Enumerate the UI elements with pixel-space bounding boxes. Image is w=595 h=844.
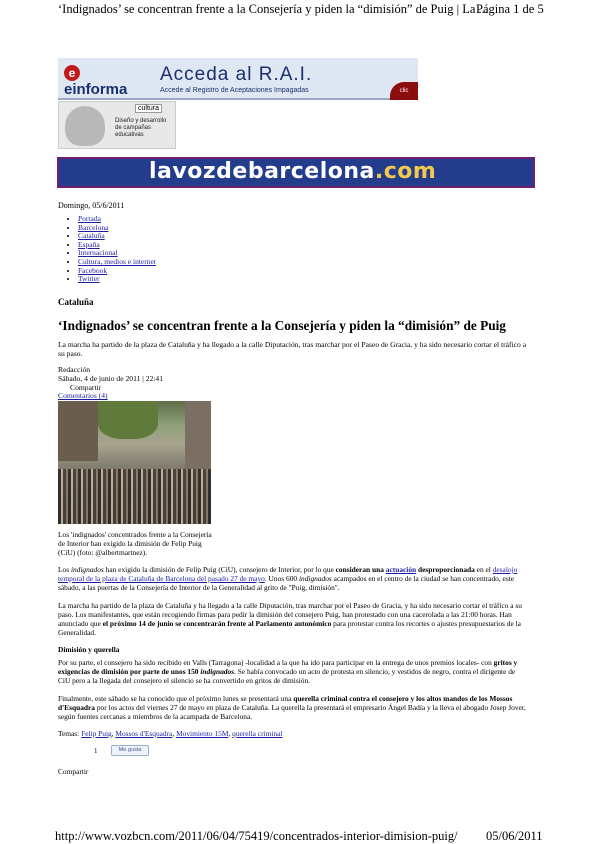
print-footer-date: 05/06/2011 (486, 829, 543, 843)
einforma-ad-banner[interactable] (58, 58, 418, 100)
cultura-logo: cultura (135, 104, 162, 113)
main-nav (70, 215, 156, 284)
tag-link[interactable]: Felip Puig (81, 729, 112, 738)
section-label: Cataluña (58, 297, 94, 307)
skull-illustration (65, 106, 105, 146)
nav-link[interactable]: Cultura, medios e internet (78, 256, 156, 266)
tags-label: Temas: (58, 729, 82, 738)
tag-link[interactable]: querella criminal (232, 729, 283, 738)
tag-link[interactable]: Mossos d'Esquadra (115, 729, 173, 738)
nav-link[interactable]: España (78, 239, 100, 249)
paragraph-3: Por su parte, el consejero ha sido recibido en Valls (Tarragona) -localidad a la que ha ido para participar en la entrega de unos premios locales- con gritos y exigencias de dimisión por parte de unos 150 indignados. Se había convocado un acto de protesta en silencio, y vestidos de negro, contra el dirigente de CiU pero a la llegada del consejero el silencio se ha convertido en gritos de dimisión. (58, 658, 518, 685)
nav-link[interactable]: Portada (78, 214, 101, 223)
e-logo-icon: e (64, 65, 80, 81)
desalojo-link[interactable]: desalojo temporal de la plaza de Cataluña de Barcelona del pasado 27 de mayo (58, 565, 518, 583)
nav-link[interactable]: Barcelona (78, 222, 109, 232)
ad-subtitle: Accede al Registro de Aceptaciones Impagadas (160, 87, 309, 94)
tag-link[interactable]: Movimiento 15M (176, 729, 229, 738)
cultura-ad-text: Diseño y desarrollo de campañas educativas (115, 118, 167, 138)
article-photo (58, 401, 211, 524)
print-header-title: ‘Indignados’ se concentran frente a la Consejería y piden la “dimisión” de Puig | La ... (58, 2, 488, 16)
article-headline: ‘Indignados’ se concentran frente a la Consejería y piden la “dimisión” de Puig (58, 318, 506, 333)
photo-tree (98, 401, 158, 439)
article-byline (58, 366, 163, 401)
byline-datetime: Sábado, 4 de junio de 2011 | 22:41 (58, 373, 164, 383)
ad-click-button[interactable]: clic (390, 82, 418, 100)
actuacion-link[interactable]: actuación (385, 565, 417, 574)
subheading: Dimisión y querella (58, 645, 120, 654)
share-link[interactable]: Compartir (70, 382, 102, 392)
like-button[interactable]: Me gusta (111, 745, 149, 756)
paragraph-4: Finalmente, este sábado se ha conocido que el próximo lunes se presentará una querella criminal contra el consejero y los altos mandos de los Mossos d'Esquadra por los actos del viernes 27 de mayo en plaza de Cataluña. La querella la presentará el empresario Ángel Badía y la lleva el abogado Josep Jover, según fuentes cercanas a miembros de la acampada de Barcelona. (58, 694, 526, 721)
print-footer-url: http://www.vozbcn.com/2011/06/04/75419/concentrados-interior-dimision-puig/ (55, 829, 458, 843)
paragraph-2: La marcha ha partido de la plaza de Cataluña y ha llegado a la calle Diputación, tras marchar por el Paseo de Gracia, y ha sido necesario cortar el tráfico a su paso. Los manifestantes, que están recogiendo firmas para pedir la dimisión del consejero Puig, han protestado con una cacerolada a las 21:00 horas. Han anunciado que el próximo 14 de junio se concentrarán frente al Parlamento autonómico para protestar contra los recortes o ajustes presupuestarios de la Generalidad. (58, 601, 522, 637)
masthead-logo: lavozdebarcelona.com (149, 159, 437, 184)
photo-crowd (58, 469, 211, 524)
ad-title: Acceda al R.A.I. (160, 64, 313, 85)
share-bottom-link[interactable]: Compartir (58, 767, 89, 776)
print-header-page: Página 1 de 5 (476, 2, 544, 16)
nav-link[interactable]: Twitter (78, 274, 100, 284)
photo-building (58, 401, 98, 461)
page-date: Domingo, 05/6/2011 (58, 201, 125, 210)
nav-item-twitter (78, 275, 156, 284)
article-tags: Temas: Felip Puig, Mossos d'Esquadra, Movimiento 15M, querella criminal (58, 729, 283, 738)
paragraph-1: Los indignados han exigido la dimisión de Felip Puig (CiU), consejero de Interior, por lo que consideran una actuación desproporcionada en el desalojo temporal de la plaza de Cataluña de Barcelona del pasado 27 de mayo. Unos 600 indignados acampados en el centro de la ciudad se han concentrado, este sábado, a las puertas de la Consejería de Interior de la Generalidad al grito de "Puig, dimisión". (58, 565, 518, 592)
like-count: 1 (94, 747, 98, 755)
photo-caption: Los 'indignados' concentrados frente a la Consejería de Interior han exigido la dimisión de Felip Puig (CiU) (foto: @albertmartnez). (58, 530, 212, 557)
photo-building (185, 401, 211, 471)
nav-link[interactable]: Cataluña (78, 231, 105, 241)
byline-author: Redacción (58, 365, 91, 374)
site-masthead[interactable] (57, 157, 535, 188)
article-lede: La marcha ha partido de la plaza de Cataluña y ha llegado a la calle Diputación, tras marchar por el Paseo de Gracia, y ha sido necesario cortar el tráfico a su paso. (58, 340, 527, 359)
nav-link[interactable]: Facebook (78, 265, 108, 275)
einforma-logo: eeinforma (64, 66, 128, 98)
comments-link[interactable]: Comentarios (4) (58, 391, 108, 401)
cultura-ad-banner[interactable] (58, 101, 176, 149)
nav-link[interactable]: Internacional (78, 248, 118, 258)
